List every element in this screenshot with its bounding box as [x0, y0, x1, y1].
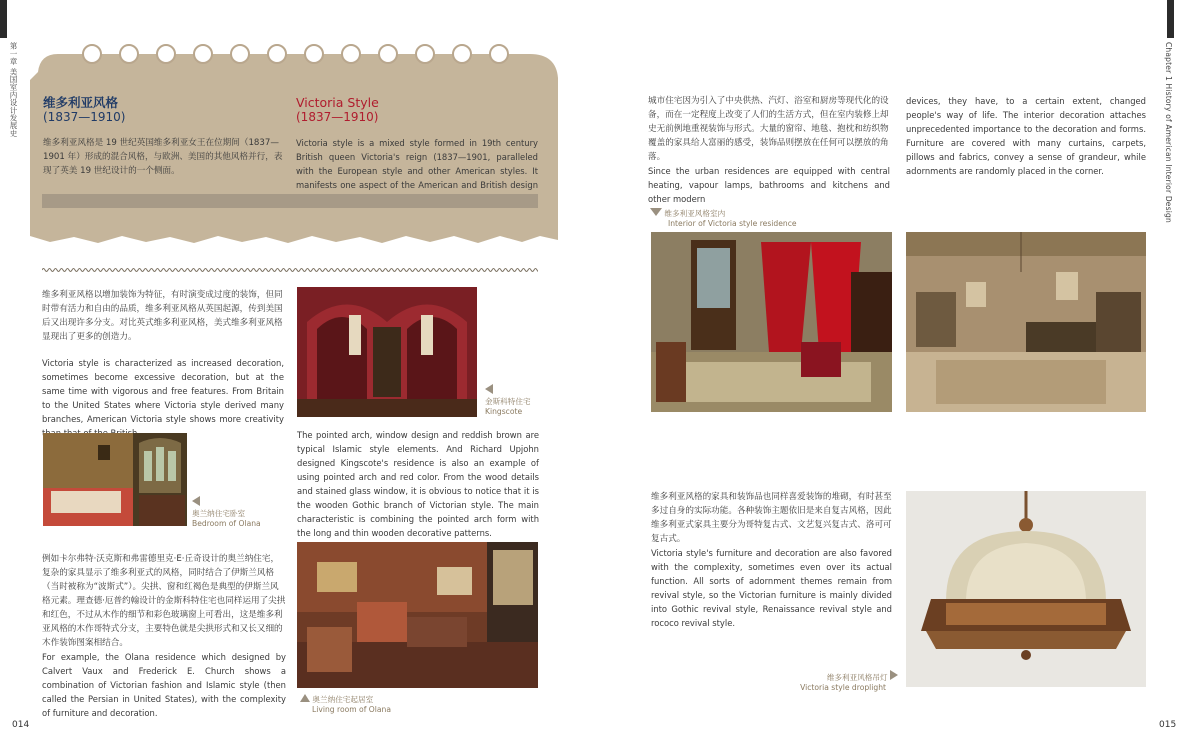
caption-bedroom-olana — [192, 496, 262, 529]
caption-droplight-cn: 维多利亚风格吊灯 — [826, 673, 888, 682]
chapter-side-label-right: Chapter 1 History of American Interior Design — [1164, 42, 1173, 223]
page-number-left: 014 — [12, 720, 30, 730]
caption-pointer-icon — [485, 384, 493, 394]
caption-pointer-icon — [650, 208, 662, 216]
notepad-years-en: (1837—1910) — [296, 110, 379, 124]
wavy-divider — [42, 266, 538, 274]
caption-interior-en: Interior of Victoria style residence — [668, 219, 797, 228]
left-para1-en: Victoria style is characterized as increased decoration, sometimes become excessive decoration, but at the same time with vigorous and free features. From Britain to the United States where Victoria style derived many branches, American Victoria style shows more creativity — [42, 358, 284, 424]
caption-interior-victoria — [650, 208, 810, 229]
notepad-body-cn: 维多利亚风格是 19 世纪英国维多利亚女王在位期间（1837—1901 年）形成的混合风格，与欧洲、美国的其他风格并行，表现了英美 19 世纪设计的一个侧面。 — [43, 138, 283, 176]
caption-living-room-olana — [300, 694, 410, 715]
caption-pointer-icon — [300, 694, 310, 702]
left-para1-cn: 维多利亚风格以增加装饰为特征，有时演变成过度的装饰，但同时带有活力和自由的品质，维多利亚风格从英国起源，传到美国后又出现许多分支。对比英式维多利亚风格，美式维多利亚风格显现出了更多的创造力。 — [42, 290, 283, 342]
photo-kingscote — [297, 287, 477, 417]
notepad-years-cn: (1837—1910) — [43, 110, 126, 124]
caption-bedroom-cn: 奥兰纳住宅卧室 — [192, 509, 246, 518]
left-para3-en: For example, the Olana residence which designed by Calvert Vaux and Frederick E. Church shows a combination of Victorian fashion and Islamic style (then called the Persian in United States), with the complexity of furniture and decoration. — [42, 652, 286, 718]
caption-kingscote-en: Kingscote — [485, 407, 523, 416]
photo-bedroom-olana — [43, 433, 187, 526]
caption-bedroom-en: Bedroom of Olana — [192, 519, 261, 528]
notepad-title-en: Victoria Style — [296, 95, 379, 110]
caption-living-cn: 奥兰纳住宅起居室 — [312, 695, 374, 704]
notepad-intro-box — [30, 50, 560, 250]
right-para1-en-a: Since the urban residences are equipped with central heating, vapour lamps, bathrooms and kitchens and other modern — [648, 166, 890, 204]
right-para1-cn: 城市住宅因为引入了中央供热、汽灯、浴室和厨房等现代化的设备，而在一定程度上改变了人们的生活方式，但在室内装修上却史无前例地重视装饰与形式。大量的窗帘、地毯、抱枕和纺织物覆盖的家具给人富丽的感受，装饰品则摆放在任何可以摆放的角落。 — [648, 96, 889, 162]
left-edge-bar — [0, 0, 7, 38]
photo-interior-sepia — [906, 232, 1146, 412]
photo-interior-victoria — [651, 232, 892, 412]
right-para2-en: Victoria style's furniture and decoration are also favored with the complexity, sometimes even over its actual function. All sorts of adornment themes remain from revival style, so the Victorian furniture is mainly divided into Gothic revival style, Renaissance revival style and rococo revival style. — [651, 548, 892, 628]
caption-pointer-icon — [890, 670, 898, 680]
left-para2-en: The pointed arch, window design and reddish brown are typical Islamic style elements. And Richard Upjohn designed Kingscote's residence is also an example of using pointed arch and red color. From the wood details and stained glass window, it is obvious to notice that it is the wooden Gothic branch of Victorian style. The main characteristic is combining the pointed arch form with the long and thin wooden decorative patterns. — [297, 430, 539, 538]
caption-droplight — [798, 670, 898, 693]
caption-pointer-icon — [192, 496, 200, 506]
chapter-side-label-left: 第一章 美国室内设计发展史 — [9, 42, 18, 137]
photo-droplight — [906, 491, 1146, 687]
right-para2-cn: 维多利亚风格的家具和装饰品也同样喜爱装饰的堆砌，有时甚至多过自身的实际功能。各种装饰主题依旧是来自复古风格，因此维多利亚式家具主要分为哥特复古式、文艺复兴复古式、洛可可复古式。 — [651, 492, 892, 544]
right-edge-bar — [1167, 0, 1174, 38]
left-para3-cn: 例如卡尔弗特·沃克斯和弗雷德里克·E·丘奇设计的奥兰纳住宅，复杂的家具显示了维多利亚式的风格，同时结合了伊斯兰风格（当时被称为“波斯式”）。尖拱、窗和红褐色是典型的伊斯兰风格元素。理查德·厄普约翰设计的金斯科特住宅也同样运用了尖拱和红色，不过从木作的细节和彩色玻璃窗上可看出，这是维多利亚风格的木作哥特式分支，主要特色就是尖拱形式和又长又细的木作装饰图案相结合。 — [42, 554, 286, 648]
caption-living-en: Living room of Olana — [312, 705, 391, 714]
right-para1-en-b: devices, they have, to a certain extent, changed people's way of life. The interior decoration attaches unprecedented importance to the decoration and forms. Furniture are covered with many curtains, carpets, pillows and fabrics, convey a sense of grandeur, while adornments are randomly placed in the corner. — [906, 96, 1146, 176]
notepad-title-cn: 维多利亚风格 — [43, 95, 119, 110]
caption-droplight-en: Victoria style droplight — [800, 683, 886, 692]
caption-interior-cn: 维多利亚风格室内 — [664, 209, 726, 218]
notepad-band — [42, 194, 538, 208]
caption-kingscote — [485, 384, 555, 417]
caption-kingscote-cn: 金斯科特住宅 — [485, 397, 531, 406]
page-number-right: 015 — [1159, 720, 1177, 730]
notepad-body-en: Victoria style is a mixed style formed in 19th century British queen Victoria's reign (1837—1901, paralleled with the European style and other American styles. It manifests one aspect of the American and British design — [296, 138, 538, 190]
photo-living-room-olana — [297, 542, 538, 688]
